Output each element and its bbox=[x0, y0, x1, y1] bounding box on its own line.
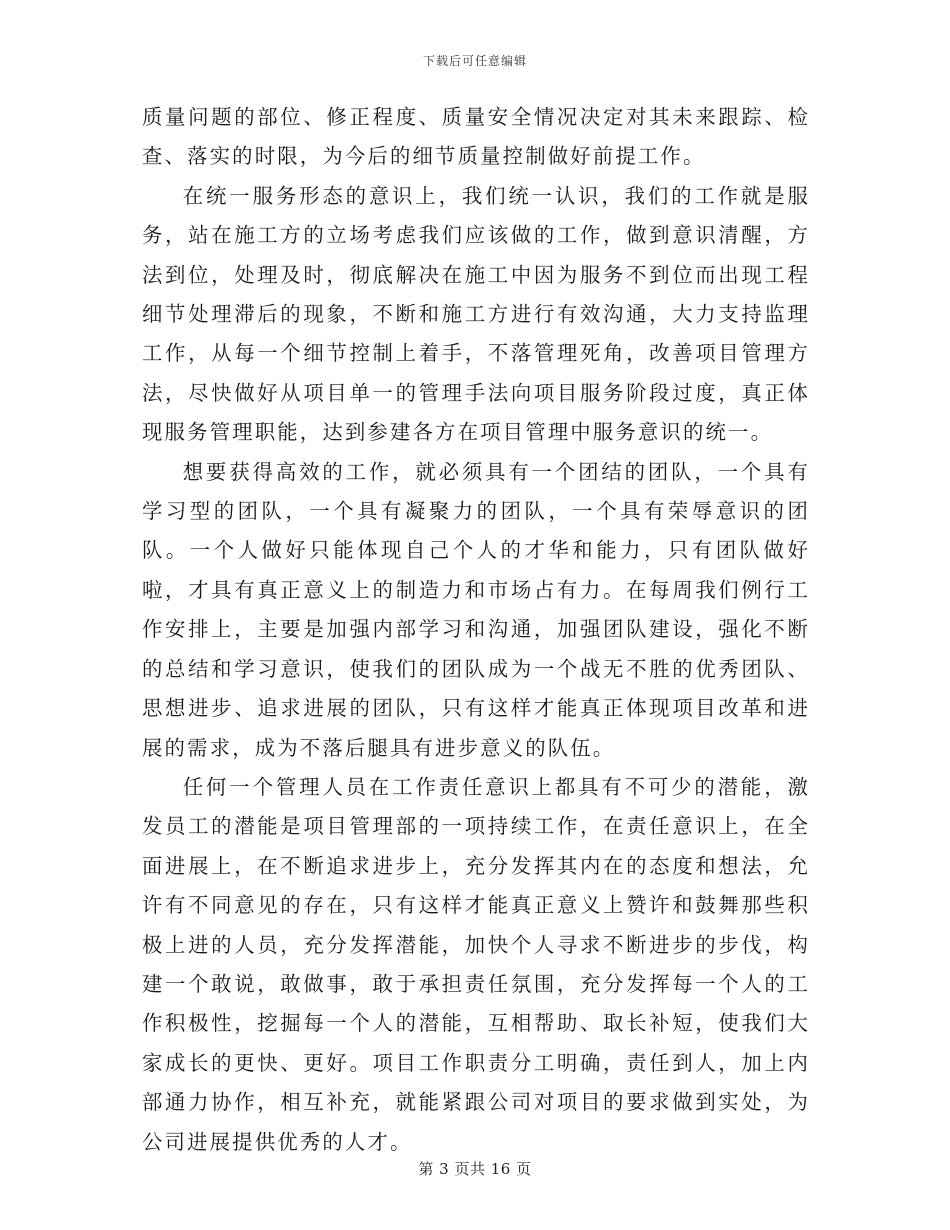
page-footer-page-number: 第 3 页共 16 页 bbox=[418, 1160, 532, 1178]
document-body bbox=[142, 98, 810, 1162]
paragraph-service-awareness: 在统一服务形态的意识上，我们统一认识，我们的工作就是服务，站在施工方的立场考虑我们应该做的工作，做到意识清醒，方法到位，处理及时，彻底解决在施工中因为服务不到位而出现工程细节处理滞后的现象，不断和施工方进行有效沟通，大力支持监理工作，从每一个细节控制上着手，不落管理死角，改善项目管理方法，尽快做好从项目单一的管理手法向项目服务阶段过度，真正体现服务管理职能，达到参建各方在项目管理中服务意识的统一。 bbox=[142, 183, 810, 445]
page-header: 下载后可任意编辑 bbox=[422, 54, 527, 68]
paragraph-responsibility: 任何一个管理人员在工作责任意识上都具有不可少的潜能，激发员工的潜能是项目管理部的一项持续工作，在责任意识上，在全面进展上，在不断追求进步上，充分发挥其内在的态度和想法，允许有不同意见的存在，只有这样才能真正意义上赞许和鼓舞那些积极上进的人员，充分发挥潜能，加快个人寻求不断进步的步伐，构建一个敢说，敢做事，敢于承担责任氛围，充分发挥每一个人的工作积极性，挖掘每一个人的潜能，互相帮助、取长补短，使我们大家成长的更快、更好。项目工作职责分工明确，责任到人，加上内部通力协作，相互补充，就能紧跟公司对项目的要求做到实处，为公司进展提供优秀的人才。 bbox=[142, 774, 810, 1154]
paragraph-team-building: 想要获得高效的工作，就必须具有一个团结的团队，一个具有学习型的团队，一个具有凝聚力的团队，一个具有荣辱意识的团队。一个人做好只能体现自己个人的才华和能力，只有团队做好啦，才具有真正意义上的制造力和市场占有力。在每周我们例行工作安排上，主要是加强内部学习和沟通，加强团队建设，强化不断的总结和学习意识，使我们的团队成为一个战无不胜的优秀团队、思想进步、追求进展的团队，只有这样才能真正体现项目改革和进展的需求，成为不落后腿具有进步意义的队伍。 bbox=[142, 459, 810, 760]
paragraph-continuation: 质量问题的部位、修正程度、质量安全情况决定对其未来跟踪、检查、落实的时限，为今后的细节质量控制做好前提工作。 bbox=[142, 105, 810, 169]
